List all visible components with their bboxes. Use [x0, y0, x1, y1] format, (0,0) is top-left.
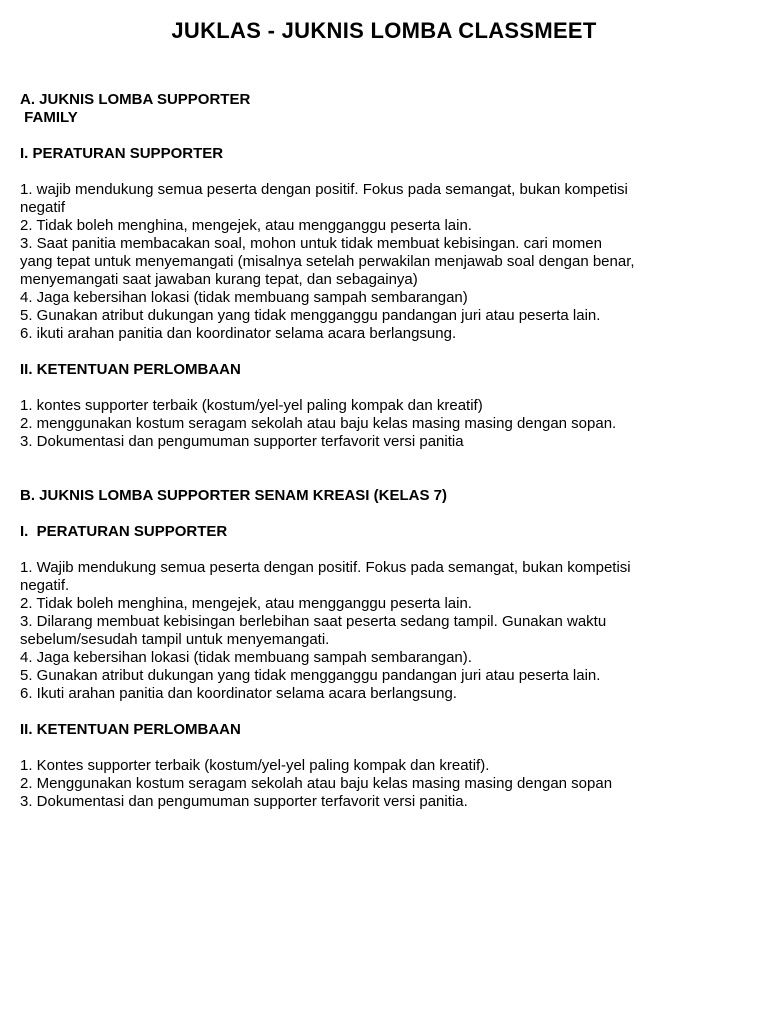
list-line: 3. Dilarang membuat kebisingan berlebihan saat peserta sedang tampil. Gunakan waktu [20, 613, 607, 630]
list-line: 4. Jaga kebersihan lokasi (tidak membuang sampah sembarangan) [20, 289, 468, 306]
list-line: 3. Dokumentasi dan pengumuman supporter terfavorit versi panitia. [20, 793, 468, 810]
list-line: sebelum/sesudah tampil untuk menyemangati. [20, 631, 330, 648]
section-a-part2-list [20, 397, 750, 451]
list-line: 2. Menggunakan kostum seragam sekolah atau baju kelas masing masing dengan sopan [20, 775, 613, 792]
spacer [20, 343, 750, 361]
document-title: JUKLAS - JUKNIS LOMBA CLASSMEET [171, 18, 597, 43]
list-line: 2. Tidak boleh menghina, mengejek, atau mengganggu peserta lain. [20, 595, 472, 612]
list-line: 5. Gunakan atribut dukungan yang tidak mengganggu pandangan juri atau peserta lain. [20, 667, 601, 684]
spacer [20, 541, 750, 559]
list-line: 2. Tidak boleh menghina, mengejek, atau mengganggu peserta lain. [20, 217, 472, 234]
spacer [20, 127, 750, 145]
section-b-part1-list [20, 559, 750, 703]
list-line: 5. Gunakan atribut dukungan yang tidak mengganggu pandangan juri atau peserta lain. [20, 307, 601, 324]
list-line: 1. wajib mendukung semua peserta dengan positif. Fokus pada semangat, bukan kompetisi [20, 181, 628, 198]
document-body [20, 91, 750, 811]
section-a-subheading: FAMILY [20, 109, 78, 126]
section-b-heading: B. JUKNIS LOMBA SUPPORTER SENAM KREASI (KELAS 7) [20, 487, 447, 504]
section-a-part2-heading: II. KETENTUAN PERLOMBAAN [20, 361, 241, 378]
list-line: 3. Saat panitia membacakan soal, mohon untuk tidak membuat kebisingan. cari momen [20, 235, 602, 252]
spacer [20, 505, 750, 523]
section-a-heading: A. JUKNIS LOMBA SUPPORTER [20, 91, 251, 108]
list-line: menyemangati saat jawaban kurang tepat, dan sebagainya) [20, 271, 418, 288]
list-line: yang tepat untuk menyemangati (misalnya setelah perwakilan menjawab soal dengan benar, [20, 253, 635, 270]
section-b-part1-heading: I. PERATURAN SUPPORTER [20, 523, 228, 540]
spacer [20, 703, 750, 721]
spacer [20, 163, 750, 181]
list-line: negatif. [20, 577, 70, 594]
spacer [20, 451, 750, 487]
section-a-part1-heading: I. PERATURAN SUPPORTER [20, 145, 224, 162]
section-b-part2-list [20, 757, 750, 811]
list-line: 3. Dokumentasi dan pengumuman supporter terfavorit versi panitia [20, 433, 464, 450]
list-line: 2. menggunakan kostum seragam sekolah atau baju kelas masing masing dengan sopan. [20, 415, 617, 432]
list-line: 1. Wajib mendukung semua peserta dengan positif. Fokus pada semangat, bukan kompetisi [20, 559, 631, 576]
list-line: 6. ikuti arahan panitia dan koordinator selama acara berlangsung. [20, 325, 457, 342]
section-b-part2-heading: II. KETENTUAN PERLOMBAAN [20, 721, 241, 738]
list-line: 6. Ikuti arahan panitia dan koordinator selama acara berlangsung. [20, 685, 457, 702]
section-a-part1-list [20, 181, 750, 343]
list-line: negatif [20, 199, 66, 216]
list-line: 1. kontes supporter terbaik (kostum/yel-yel paling kompak dan kreatif) [20, 397, 483, 414]
spacer [20, 739, 750, 757]
list-line: 4. Jaga kebersihan lokasi (tidak membuang sampah sembarangan). [20, 649, 472, 666]
list-line: 1. Kontes supporter terbaik (kostum/yel-yel paling kompak dan kreatif). [20, 757, 490, 774]
spacer [20, 379, 750, 397]
